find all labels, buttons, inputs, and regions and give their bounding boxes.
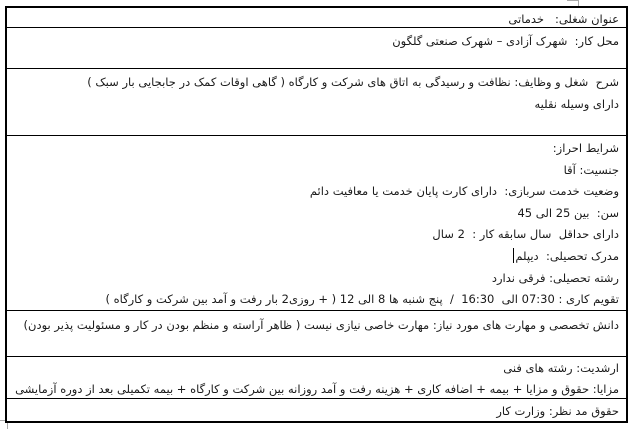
study-field-text: رشته تحصیلی: فرقی ندارد bbox=[491, 270, 619, 285]
work-location-text: محل کار: شهرک آزادی – شهرک صنعتی گلگون bbox=[392, 34, 619, 48]
benefits-text: مزایا: حقوق و مزایا + بیمه + اضافه کاری + هزینه رفت و آمد روزانه بین شرکت و کارگاه + بیمه تکمیلی بعد از دوره آزمایشی bbox=[15, 381, 619, 396]
row-job-description[interactable] bbox=[7, 69, 626, 136]
age-range-text: سن: بین 25 الی 45 bbox=[517, 205, 619, 220]
row-skills[interactable] bbox=[7, 311, 626, 357]
row-desired-salary[interactable] bbox=[7, 399, 626, 420]
row-seniority-benefits[interactable] bbox=[7, 357, 626, 399]
row-work-location[interactable] bbox=[7, 28, 626, 69]
gender-text: جنسیت: آقا bbox=[563, 162, 619, 177]
row-requirements[interactable] bbox=[7, 136, 626, 311]
row-job-title[interactable] bbox=[7, 8, 626, 28]
education-degree-text: مدرک تحصیلی: دیپلم bbox=[515, 248, 619, 263]
job-posting-table bbox=[5, 6, 628, 423]
work-experience-text: دارای حداقل سال سابقه کار : 2 سال bbox=[432, 227, 619, 242]
job-title-text: عنوان شغلی: خدماتی bbox=[508, 12, 619, 26]
vehicle-requirement-text: دارای وسیله نقلیه bbox=[534, 96, 619, 111]
job-description-text: شرح شغل و وظایف: نظافت و رسیدگی به اتاق های شرکت و کارگاه ( گاهی اوقات کمک در جابجایی بار سبک ) bbox=[87, 75, 619, 89]
work-schedule-text: تقویم کاری : 07:30 الی 16:30 / پنج شنبه ها 8 الی 12 ( + روزی2 بار رفت و آمد بین شرکت و کارگاه ) bbox=[105, 292, 619, 307]
education-degree-line bbox=[13, 246, 619, 268]
military-service-text: وضعیت خدمت سربازی: دارای کارت پایان خدمت یا معافیت دائم bbox=[309, 184, 619, 199]
skills-text: دانش تخصصی و مهارت های مورد نیاز: مهارت خاصی نیازی نیست ( ظاهر آراسته و منظم بودن در کار و مسئولیت پذیر بودن) bbox=[23, 318, 619, 332]
desired-salary-text: حقوق مد نظر: وزارت کار bbox=[496, 404, 619, 418]
seniority-text: ارشدیت: رشته های فنی bbox=[503, 361, 619, 375]
requirements-header-text: شرایط احراز: bbox=[552, 141, 619, 155]
